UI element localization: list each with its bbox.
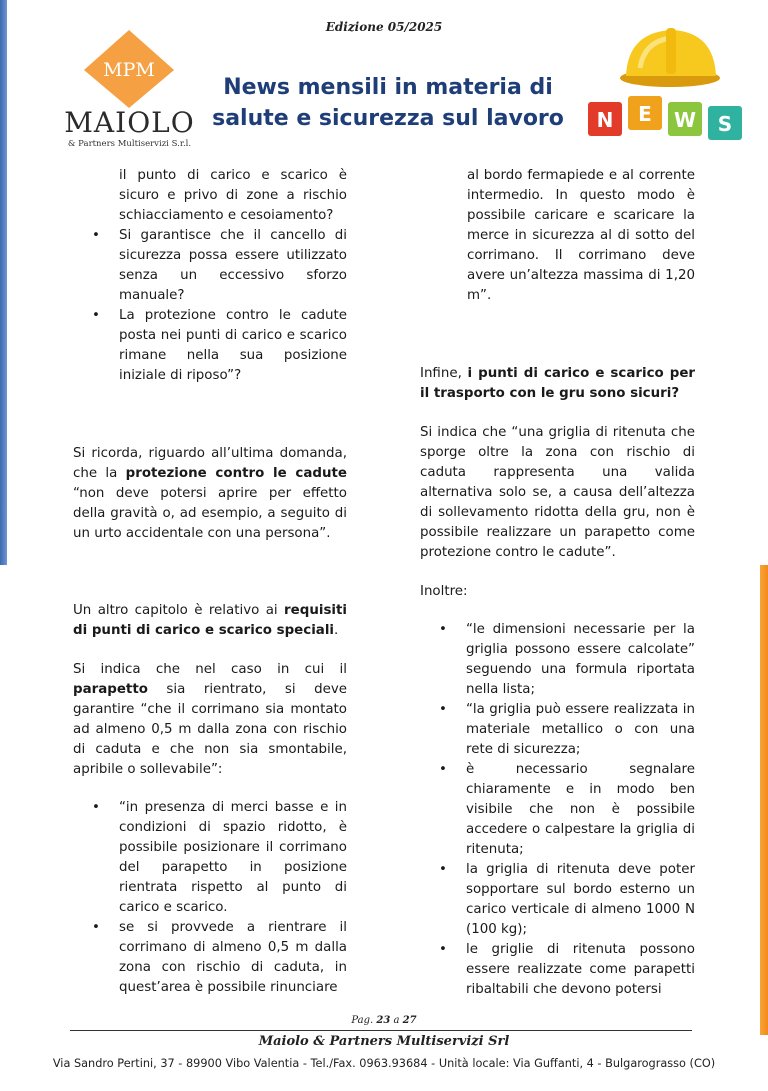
left-accent-bar bbox=[0, 0, 7, 565]
footer-divider bbox=[70, 1030, 692, 1031]
paragraph-retention-grid: Si indica che “una griglia di ritenuta che sporge oltre la zona con rischio di caduta rappresenta una valida alternativa solo se, a causa dell’altezza di sollevamento ridotta della gru, non è possibile realizzare un parapetto come protezione contro le cadute”. bbox=[420, 425, 695, 560]
footer-address: Via Sandro Pertini, 37 - 89900 Vibo Valentia - Tel./Fax. 0963.93684 - Unità locale: Via Guffanti, 4 - Bulgarograsso (CO) bbox=[52, 1057, 716, 1070]
svg-text:W: W bbox=[673, 108, 697, 132]
title-line-2: salute e sicurezza sul lavoro bbox=[212, 106, 564, 131]
list-item: • “in presenza di merci basse e in condizioni di spazio ridotto, è possibile posizionare il corrimano del parapetto in posizione rientrata rispetto al punto di carico e scarico. bbox=[73, 798, 347, 918]
right-column-continuation: al bordo fermapiede e al corrente intermedio. In questo modo è possibile caricare e scaricare la merce in sicurezza al di sotto del corrimano. Il corrimano deve avere un’altezza massima di 1,20 m”. bbox=[467, 168, 695, 303]
paragraph-fall-protection: Si ricorda, riguardo all’ultima domanda, che la protezione contro le cadute “non deve potersi aprire per effetto della gravità o, ad esempio, a seguito di un urto accidentale con una persona”. bbox=[73, 446, 347, 541]
list-item: • “la griglia può essere realizzata in materiale metallico o con una rete di sicurezza; bbox=[420, 700, 695, 760]
title-line-1: News mensili in materia di bbox=[223, 75, 553, 100]
logo-subtitle: & Partners Multiservizi S.r.l. bbox=[67, 139, 192, 149]
news-blocks-icon bbox=[588, 96, 742, 140]
paragraph-special-points: Un altro capitolo è relativo ai requisiti di punti di carico e scarico speciali. bbox=[73, 603, 347, 638]
bottom-bullet-list bbox=[73, 798, 347, 998]
list-item: • le griglie di ritenuta possono essere realizzate come parapetti ribaltabili che devono potersi bbox=[420, 940, 695, 1000]
edition-label: Edizione 05/2025 bbox=[325, 20, 443, 34]
page-title bbox=[190, 72, 586, 134]
list-item: • se si provvede a rientrare il corrimano di almeno 0,5 m dalla zona con rischio di caduta, in quest’area è possibile rinunciare bbox=[73, 918, 347, 998]
right-bullet-list-block bbox=[420, 620, 695, 1000]
svg-text:N: N bbox=[596, 108, 614, 132]
news-illustration bbox=[582, 20, 754, 148]
svg-text:E: E bbox=[638, 102, 652, 126]
footer-company: Maiolo & Partners Multiservizi Srl bbox=[258, 1034, 510, 1049]
list-item: • “le dimensioni necessarie per la griglia possono essere calcolate” seguendo una formula riportata nella lista; bbox=[420, 620, 695, 700]
page-number: Pag. 23 a 27 bbox=[351, 1015, 417, 1026]
logo-mark-text: MPM bbox=[103, 59, 155, 81]
left-column-bottom bbox=[73, 798, 347, 998]
list-item: il punto di carico e scarico è sicuro e privo di zone a rischio schiacciamento e cesoiamento? bbox=[119, 168, 347, 223]
paragraph-crane-question: Infine, i punti di carico e scarico per il trasporto con le gru sono sicuri? bbox=[420, 366, 696, 401]
paragraph-inoltre: Inoltre: bbox=[420, 584, 468, 599]
mpm-diamond-icon bbox=[62, 28, 197, 108]
right-bullet-list bbox=[420, 620, 695, 1000]
list-item: • la griglia di ritenuta deve poter sopportare sul bordo esterno un carico verticale di almeno 1000 N (100 kg); bbox=[420, 860, 695, 940]
logo-name: MAIOLO bbox=[64, 106, 195, 139]
hard-hat-icon bbox=[620, 28, 720, 87]
left-column-top bbox=[73, 166, 347, 386]
paragraph-parapet: Si indica che nel caso in cui il parapetto sia rientrato, si deve garantire “che il corrimano sia montato ad almeno 0,5 m dalla zona con rischio di caduta e che non sia smontabile, apribile o sollevabile”: bbox=[73, 662, 347, 777]
list-item: • Si garantisce che il cancello di sicurezza possa essere utilizzato senza un eccessivo sforzo manuale? bbox=[73, 226, 347, 306]
company-logo bbox=[62, 28, 197, 148]
list-item: • La protezione contro le cadute posta nei punti di carico e scarico rimane nella sua posizione iniziale di riposo”? bbox=[73, 306, 347, 386]
right-accent-bar bbox=[760, 565, 768, 1035]
svg-text:S: S bbox=[717, 112, 733, 136]
list-item: • è necessario segnalare chiaramente e in modo ben visibile che non è possibile accedere o calpestare la griglia di ritenuta; bbox=[420, 760, 695, 860]
top-bullet-list bbox=[73, 166, 347, 386]
